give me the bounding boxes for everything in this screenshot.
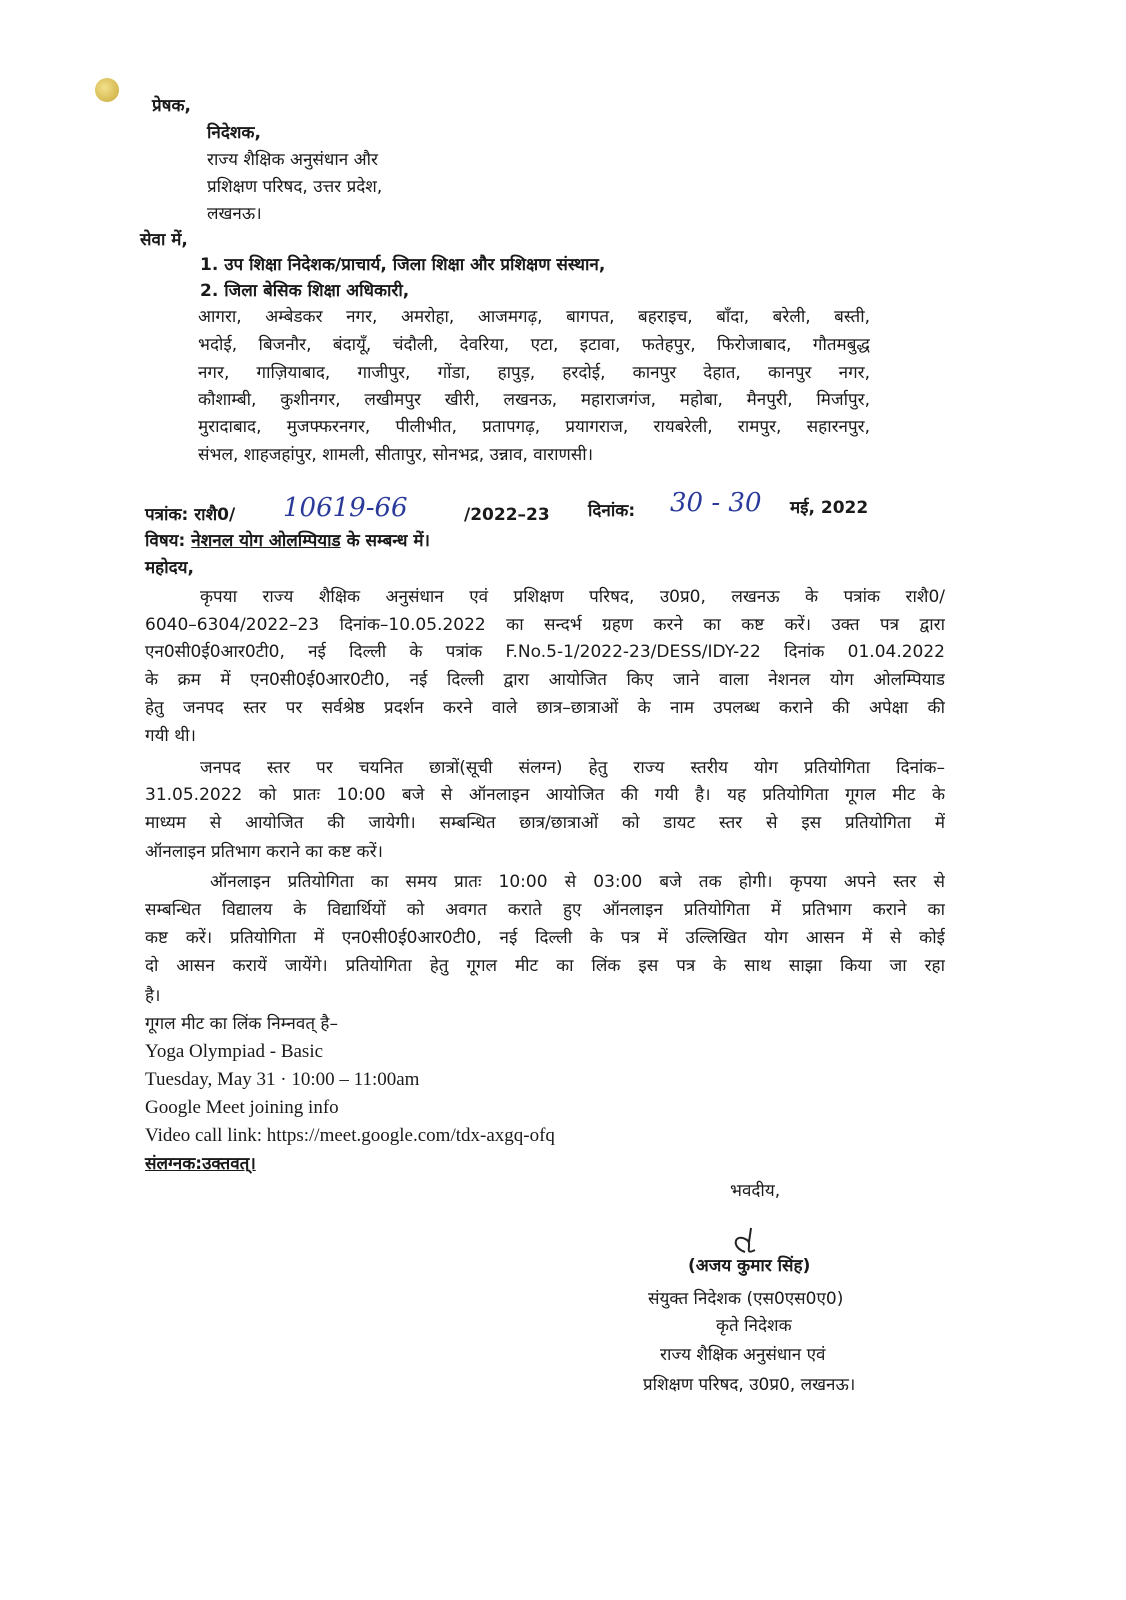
meet-intro: गूगल मीट का लिंक निम्नवत् है– xyxy=(145,1014,338,1034)
para2-line: 31.05.2022 को प्रातः 10:00 बजे से ऑनलाइन आयोजित की गयी है। यह प्रतियोगिता गूगल मीट के xyxy=(145,785,945,805)
signatory-name: (अजय कुमार सिंह) xyxy=(688,1256,811,1276)
subject-label: विषय: xyxy=(145,531,186,551)
date-label: दिनांक: xyxy=(588,501,636,521)
ref-prefix: पत्रांक: राशै0/ xyxy=(145,505,236,525)
subject-line xyxy=(145,530,430,552)
recipient-item: 1. उप शिक्षा निदेशक/प्राचार्य, जिला शिक्षा और प्रशिक्षण संस्थान, xyxy=(200,255,606,275)
meet-time: Tuesday, May 31 · 10:00 – 11:00am xyxy=(145,1069,420,1090)
meet-title: Yoga Olympiad - Basic xyxy=(145,1041,324,1062)
para1-line: कृपया राज्य शैक्षिक अनुसंधान एवं प्रशिक्षण परिषद, उ0प्र0, लखनऊ के पत्रांक राशै0/ xyxy=(200,587,945,607)
date-handwritten: 30 - 30 xyxy=(670,488,762,518)
para3-line: है। xyxy=(145,986,161,1006)
para1-line: 6040–6304/2022–23 दिनांक–10.05.2022 का सन्दर्भ ग्रहण करने का कष्ट करें। उक्त पत्र द्वारा xyxy=(145,615,945,635)
signatory-line: संयुक्त निदेशक (एस0एस0ए0) xyxy=(648,1289,844,1309)
para2-line: जनपद स्तर पर चयनित छात्रों(सूची संलग्न) हेतु राज्य स्तरीय योग प्रतियोगिता दिनांक– xyxy=(200,758,945,778)
recipient-item: 2. जिला बेसिक शिक्षा अधिकारी, xyxy=(200,281,410,301)
district-line: कौशाम्बी, कुशीनगर, लखीमपुर खीरी, लखनऊ, महाराजगंज, महोबा, मैनपुरी, मिर्जापुर, xyxy=(198,390,870,410)
signatory-line: कृते निदेशक xyxy=(716,1316,792,1336)
ref-suffix: /2022–23 xyxy=(464,505,550,525)
date-text: मई, 2022 xyxy=(790,498,869,518)
sender-line: प्रशिक्षण परिषद, उत्तर प्रदेश, xyxy=(207,177,383,197)
sender-line: लखनऊ। xyxy=(207,204,262,224)
signatory-line: राज्य शैक्षिक अनुसंधान एवं xyxy=(660,1345,826,1365)
recipient-label: सेवा में, xyxy=(140,230,188,250)
sender-line: राज्य शैक्षिक अनुसंधान और xyxy=(207,150,378,170)
closing-yours: भवदीय, xyxy=(730,1181,781,1201)
enclosure: संलग्नक:उक्तवत्। xyxy=(145,1154,256,1174)
para3-line: सम्बन्धित विद्यालय के विद्यार्थियों को अवगत कराते हुए ऑनलाइन प्रतियोगिता में प्रतिभाग कराने का xyxy=(145,900,945,920)
signatory-line: प्रशिक्षण परिषद, उ0प्र0, लखनऊ। xyxy=(643,1375,856,1395)
para1-line: गयी थी। xyxy=(145,726,196,746)
subject-rest: के सम्बन्ध में। xyxy=(346,531,430,551)
district-line: संभल, शाहजहांपुर, शामली, सीतापुर, सोनभद्र, उन्नाव, वाराणसी। xyxy=(198,445,594,465)
para3-line: दो आसन करायें जायेंगे। प्रतियोगिता हेतु गूगल मीट का लिंक इस पत्र के साथ साझा किया जा रहा xyxy=(145,956,945,976)
subject-title: नेशनल योग ओलम्पियाड xyxy=(191,531,341,551)
district-line: आगरा, अम्बेडकर नगर, अमरोहा, आजमगढ़, बागपत, बहराइच, बाँदा, बरेली, बस्ती, xyxy=(198,307,870,327)
para1-line: हेतु जनपद स्तर पर सर्वश्रेष्ठ प्रदर्शन करने वाले छात्र–छात्राओं के नाम उपलब्ध कराने की अपेक्षा की xyxy=(145,698,945,718)
salutation: महोदय, xyxy=(145,558,194,578)
para2-line: ऑनलाइन प्रतिभाग कराने का कष्ट करें। xyxy=(145,842,383,862)
ref-number-handwritten: 10619-66 xyxy=(283,493,408,523)
meet-link: Video call link: https://meet.google.com/tdx-axgq-ofq xyxy=(145,1125,555,1146)
para3-line: कष्ट करें। प्रतियोगिता में एन0सी0ई0आर0टी0, नई दिल्ली के पत्र में उल्लिखित योग आसन में से कोई xyxy=(145,928,945,948)
para3-line: ऑनलाइन प्रतियोगिता का समय प्रातः 10:00 से 03:00 बजे तक होगी। कृपया अपने स्तर से xyxy=(210,872,945,892)
sender-label: प्रेषक, xyxy=(152,96,192,116)
district-line: भदोई, बिजनौर, बंदायूँ, चंदौली, देवरिया, एटा, इटावा, फतेहपुर, फिरोजाबाद, गौतमबुद्ध xyxy=(198,335,870,355)
meet-info: Google Meet joining info xyxy=(145,1097,339,1118)
para1-line: के क्रम में एन0सी0ई0आर0टी0, नई दिल्ली द्वारा आयोजित किए जाने वाला नेशनल योग ओलम्पियाड xyxy=(145,670,945,690)
district-line: मुरादाबाद, मुजफ्फरनगर, पीलीभीत, प्रतापगढ़, प्रयागराज, रायबरेली, रामपुर, सहारनपुर, xyxy=(198,417,870,437)
sender-line: निदेशक, xyxy=(207,123,261,143)
district-line: नगर, गाज़ियाबाद, गाजीपुर, गोंडा, हापुड़, हरदोई, कानपुर देहात, कानपुर नगर, xyxy=(198,363,870,383)
para1-line: एन0सी0ई0आर0टी0, नई दिल्ली के पत्रांक F.No.5-1/2022-23/DESS/IDY-22 दिनांक 01.04.2022 xyxy=(145,642,945,662)
punch-hole xyxy=(95,78,119,102)
para2-line: माध्यम से आयोजित की जायेगी। सम्बन्धित छात्र/छात्राओं को डायट स्तर से इस प्रतियोगिता में xyxy=(145,813,945,833)
